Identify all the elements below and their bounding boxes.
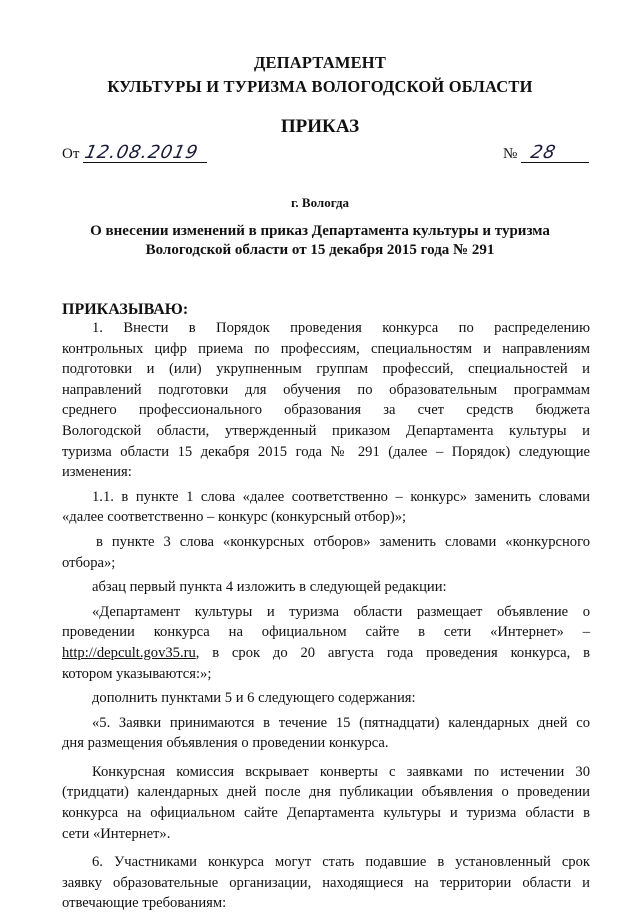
department-name-line1: ДЕПАРТАМЕНТ bbox=[253, 53, 387, 72]
paragraph-1-line: подготовки и (или) укрупненным группам профессий, специальностей и bbox=[62, 361, 590, 378]
number-field bbox=[503, 144, 589, 163]
document-body bbox=[62, 318, 590, 914]
date-underline bbox=[83, 144, 207, 163]
paragraph-9-line: 6. Участниками конкурса могут стать подавшие в установленный срок bbox=[92, 854, 590, 871]
order-heading: ПРИКАЗЫВАЮ: bbox=[62, 301, 189, 318]
paragraph-8-line: (тридцати) календарных дней после дня публикации объявления о проведении bbox=[62, 784, 590, 801]
number-underline bbox=[521, 144, 589, 163]
paragraph-1-line: туризма области 15 декабря 2015 года № 291 (далее – Порядок) следующие bbox=[62, 443, 590, 460]
paragraph-1-line: Вологодской области, утвержденный приказом Департамента культуры и bbox=[62, 422, 590, 439]
website-link[interactable]: http://depcult.gov35.ru bbox=[62, 644, 196, 661]
document-title: ПРИКАЗ bbox=[280, 116, 360, 137]
paragraph-7-line: «5. Заявки принимаются в течение 15 (пятнадцати) календарных дней со bbox=[92, 714, 590, 731]
paragraph-5-line: котором указываются:»; bbox=[62, 665, 212, 682]
paragraph-8-line: Конкурсная комиссия вскрывает конверты с заявками по истечении 30 bbox=[92, 763, 590, 780]
paragraph-5-line: проведении конкурса на официальном сайте в сети «Интернет» – bbox=[62, 624, 590, 641]
date-prefix: От bbox=[62, 146, 80, 162]
paragraph-1-line: 1. Внести в Порядок проведения конкурса по распределению bbox=[92, 320, 590, 336]
paragraph-8-line: конкурса на официальном сайте Департамента культуры и туризма области в bbox=[62, 805, 590, 822]
handwritten-date: 12.08.2019 bbox=[83, 142, 201, 163]
handwritten-number: 28 bbox=[529, 142, 559, 163]
paragraph-5-text: , в срок до 20 августа года проведения конкурса, в bbox=[195, 644, 590, 661]
paragraph-5-line bbox=[62, 643, 590, 664]
subject-line2: Вологодской области от 15 декабря 2015 года № 291 bbox=[145, 242, 495, 258]
paragraph-1-line: контрольных цифр приема по профессиям, специальностям и направлениям bbox=[62, 340, 590, 357]
number-prefix: № bbox=[503, 146, 518, 162]
paragraph-6: дополнить пунктами 5 и 6 следующего содержания: bbox=[92, 690, 416, 707]
paragraph-4: абзац первый пункта 4 изложить в следующей редакции: bbox=[92, 579, 447, 596]
paragraph-9-line: отвечающие требованиям: bbox=[62, 895, 227, 912]
paragraph-3-line: в пункте 3 слова «конкурсных отборов» заменить словами «конкурсного bbox=[96, 533, 590, 550]
paragraph-2-line: «далее соответственно – конкурс (конкурсный отбор)»; bbox=[62, 509, 407, 526]
city-name: г. Вологда bbox=[290, 195, 350, 210]
paragraph-2-line: 1.1. в пункте 1 слова «далее соответственно – конкурс» заменить словами bbox=[92, 488, 590, 505]
paragraph-8-line: сети «Интернет». bbox=[62, 825, 171, 842]
paragraph-5-line: «Департамент культуры и туризма области размещает объявление о bbox=[92, 603, 590, 620]
subject-line1: О внесении изменений в приказ Департамента культуры и туризма bbox=[90, 223, 550, 239]
paragraph-1-line: среднего профессионального образования за счет средств бюджета bbox=[62, 402, 590, 419]
paragraph-9-line: заявку образовательные организации, находящиеся на территории области и bbox=[62, 874, 590, 891]
paragraph-3-line: отбора»; bbox=[62, 554, 116, 571]
date-field bbox=[62, 144, 207, 163]
department-name-line2: КУЛЬТУРЫ И ТУРИЗМА ВОЛОГОДСКОЙ ОБЛАСТИ bbox=[107, 77, 533, 96]
paragraph-7-line: дня размещения объявления о проведении конкурса. bbox=[62, 735, 389, 752]
paragraph-1-line: направлений подготовки для обучения по образовательным программам bbox=[62, 381, 590, 398]
paragraph-1-line: изменения: bbox=[62, 464, 132, 481]
